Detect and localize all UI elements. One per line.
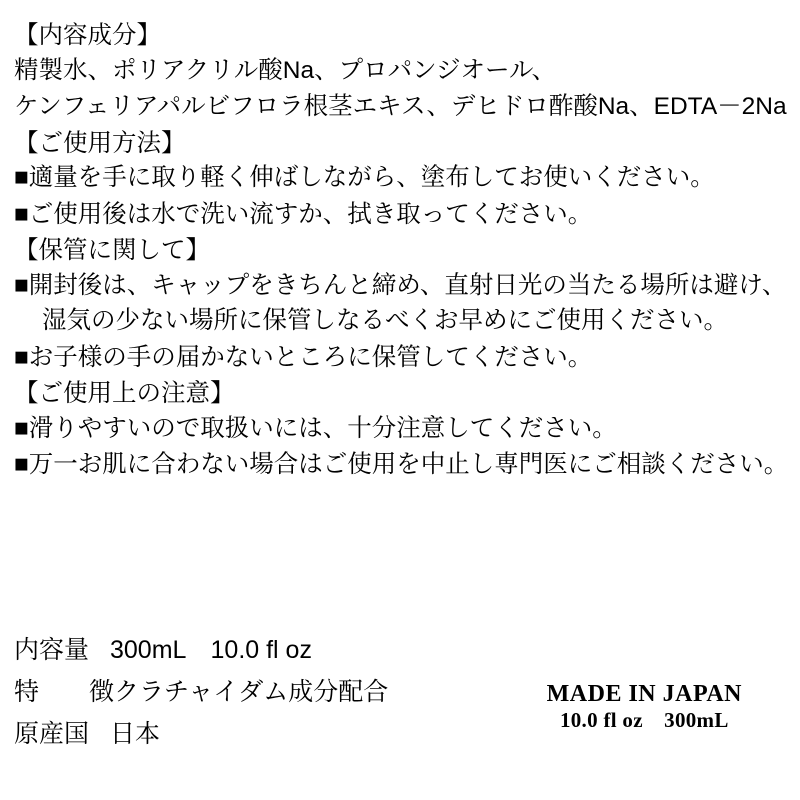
ingredients-line-2: ケンフェリアパルビフロラ根茎エキス、デヒドロ酢酸Na、EDTA－2Na <box>14 93 787 120</box>
storage-line-2: 湿気の少ない場所に保管しなるべくお早めにご使用ください。 <box>42 307 728 334</box>
caution-line-1: ■滑りやすいので取扱いには、十分注意してください。 <box>14 414 617 442</box>
section-cautions <box>14 380 789 478</box>
ingredients-line-1: 精製水、ポリアクリル酸Na、プロパンジオール、 <box>14 56 557 84</box>
made-in-japan-mark <box>547 682 742 734</box>
section-heading-ingredients: 【内容成分】 <box>14 22 161 49</box>
caution-line-2: ■万一お肌に合わない場合はご使用を中止し専門医にご相談ください。 <box>14 451 789 478</box>
storage-line-3: ■お子様の手の届かないところに保管してください。 <box>14 343 593 371</box>
spec-value-volume: 300mL 10.0 fl oz <box>110 636 312 664</box>
made-in-japan-text: MADE IN JAPAN <box>546 681 742 707</box>
section-usage <box>14 129 786 228</box>
section-heading-cautions: 【ご使用上の注意】 <box>14 380 235 407</box>
usage-line-1: ■適量を手に取り軽く伸ばしながら、塗布してお使いください。 <box>14 164 715 191</box>
section-heading-storage: 【保管に関して】 <box>14 237 210 264</box>
storage-line-1: ■開封後は、キャップをきちんと締め、直射日光の当たる場所は避け、 <box>14 271 787 299</box>
made-in-volume-text: 10.0 fl oz 300mL <box>559 708 729 733</box>
section-heading-usage: 【ご使用方法】 <box>14 129 186 157</box>
spec-label-feature: 特 徴 <box>14 678 115 706</box>
spec-value-feature: クラチャイダム成分配合 <box>114 678 389 706</box>
section-storage <box>14 239 786 370</box>
spec-value-origin: 日本 <box>110 720 161 748</box>
label-text-body <box>14 22 789 490</box>
spec-label-volume: 内容量 <box>14 636 90 664</box>
spec-row-volume <box>14 638 786 663</box>
section-ingredients <box>14 24 786 120</box>
spec-label-origin: 原産国 <box>14 720 90 748</box>
usage-line-2: ■ご使用後は水で洗い流すか、拭き取ってください。 <box>14 200 593 228</box>
